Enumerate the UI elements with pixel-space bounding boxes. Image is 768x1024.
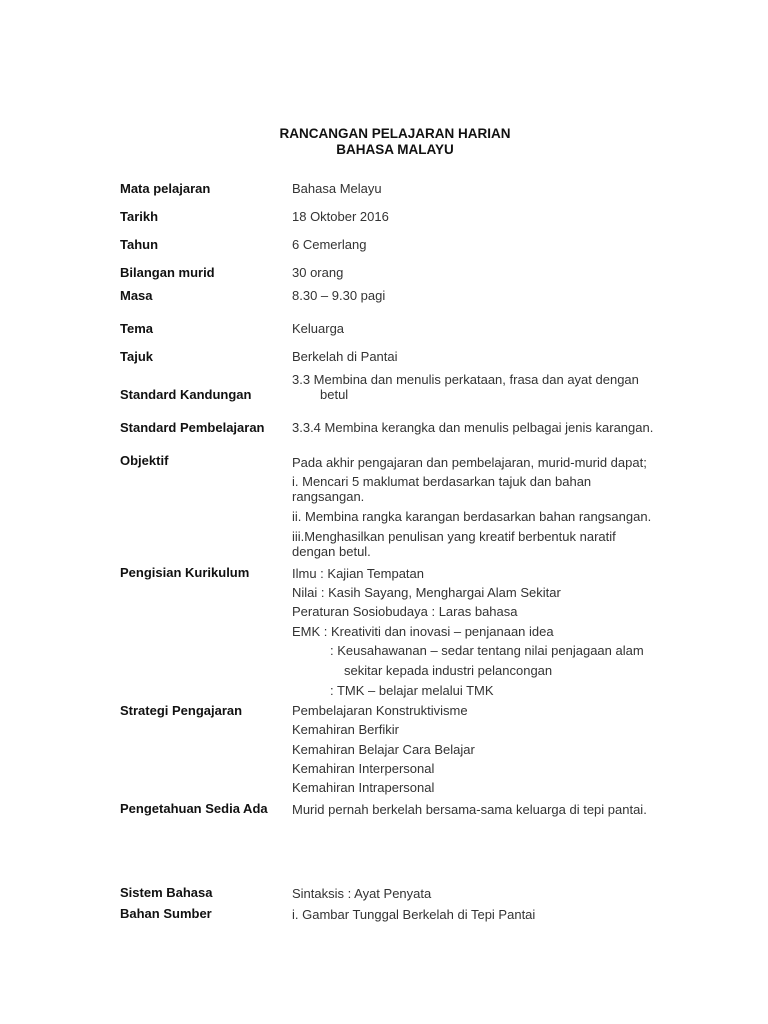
value-strategi-item: Kemahiran Intrapersonal <box>292 780 435 795</box>
label-sistem-bahasa: Sistem Bahasa <box>120 885 213 900</box>
value-kurikulum-emk-2-line-1: : Keusahawanan – sedar tentang nilai penjagaan alam <box>330 643 644 658</box>
value-standard-pembelajaran: 3.3.4 Membina kerangka dan menulis pelbagai jenis karangan. <box>292 420 654 435</box>
label-pengetahuan-sedia-ada: Pengetahuan Sedia Ada <box>120 801 268 816</box>
value-kurikulum-ilmu: Ilmu : Kajian Tempatan <box>292 566 424 581</box>
value-objektif-item-3-line-2: dengan betul. <box>292 544 371 559</box>
label-tahun: Tahun <box>120 237 159 252</box>
title-line-1: RANCANGAN PELAJARAN HARIAN <box>279 126 511 141</box>
label-strategi-pengajaran: Strategi Pengajaran <box>120 703 243 718</box>
value-kurikulum-emk-3: : TMK – belajar melalui TMK <box>330 683 494 698</box>
value-kurikulum-emk-2-line-2: sekitar kepada industri pelancongan <box>344 663 553 678</box>
label-tarikh: Tarikh <box>120 209 159 224</box>
label-bilangan-murid: Bilangan murid <box>120 265 215 280</box>
label-pengisian-kurikulum: Pengisian Kurikulum <box>120 565 250 580</box>
label-standard-kandungan: Standard Kandungan <box>120 387 252 402</box>
value-kurikulum-peraturan: Peraturan Sosiobudaya : Laras bahasa <box>292 604 518 619</box>
value-objektif-item-1-line-2: rangsangan. <box>292 489 365 504</box>
label-tema: Tema <box>120 321 153 336</box>
value-strategi-item: Pembelajaran Konstruktivisme <box>292 703 468 718</box>
label-bahan-sumber: Bahan Sumber <box>120 906 212 921</box>
value-kurikulum-emk: EMK : Kreativiti dan inovasi – penjanaan idea <box>292 624 554 639</box>
label-masa: Masa <box>120 288 153 303</box>
value-sistem-bahasa: Sintaksis : Ayat Penyata <box>292 886 432 901</box>
value-objektif-intro: Pada akhir pengajaran dan pembelajaran, murid-murid dapat; <box>292 455 647 470</box>
value-tajuk: Berkelah di Pantai <box>292 349 398 364</box>
value-objektif-item-3-line-1: iii.Menghasilkan penulisan yang kreatif berbentuk naratif <box>292 529 616 544</box>
value-bilangan-murid: 30 orang <box>292 265 344 280</box>
value-bahan-sumber: i. Gambar Tunggal Berkelah di Tepi Pantai <box>292 907 536 922</box>
value-standard-kandungan-line-2: betul <box>320 387 349 402</box>
value-strategi-item: Kemahiran Berfikir <box>292 722 399 737</box>
value-tarikh: 18 Oktober 2016 <box>292 209 389 224</box>
title-line-2: BAHASA MALAYU <box>336 142 454 157</box>
value-strategi-item: Kemahiran Belajar Cara Belajar <box>292 742 475 757</box>
value-standard-kandungan-line-1: 3.3 Membina dan menulis perkataan, frasa dan ayat dengan <box>292 372 639 387</box>
value-mata-pelajaran: Bahasa Melayu <box>292 181 382 196</box>
value-tahun: 6 Cemerlang <box>292 237 367 252</box>
label-mata-pelajaran: Mata pelajaran <box>120 181 211 196</box>
label-standard-pembelajaran: Standard Pembelajaran <box>120 420 265 435</box>
value-masa: 8.30 – 9.30 pagi <box>292 288 386 303</box>
value-tema: Keluarga <box>292 321 345 336</box>
value-objektif-item-2: ii. Membina rangka karangan berdasarkan bahan rangsangan. <box>292 509 652 524</box>
value-objektif-item-1-line-1: i. Mencari 5 maklumat berdasarkan tajuk dan bahan <box>292 474 592 489</box>
label-objektif: Objektif <box>120 453 169 468</box>
value-pengetahuan-sedia-ada: Murid pernah berkelah bersama-sama keluarga di tepi pantai. <box>292 802 647 817</box>
value-strategi-item: Kemahiran Interpersonal <box>292 761 435 776</box>
value-kurikulum-nilai: Nilai : Kasih Sayang, Menghargai Alam Sekitar <box>292 585 561 600</box>
label-tajuk: Tajuk <box>120 349 153 364</box>
